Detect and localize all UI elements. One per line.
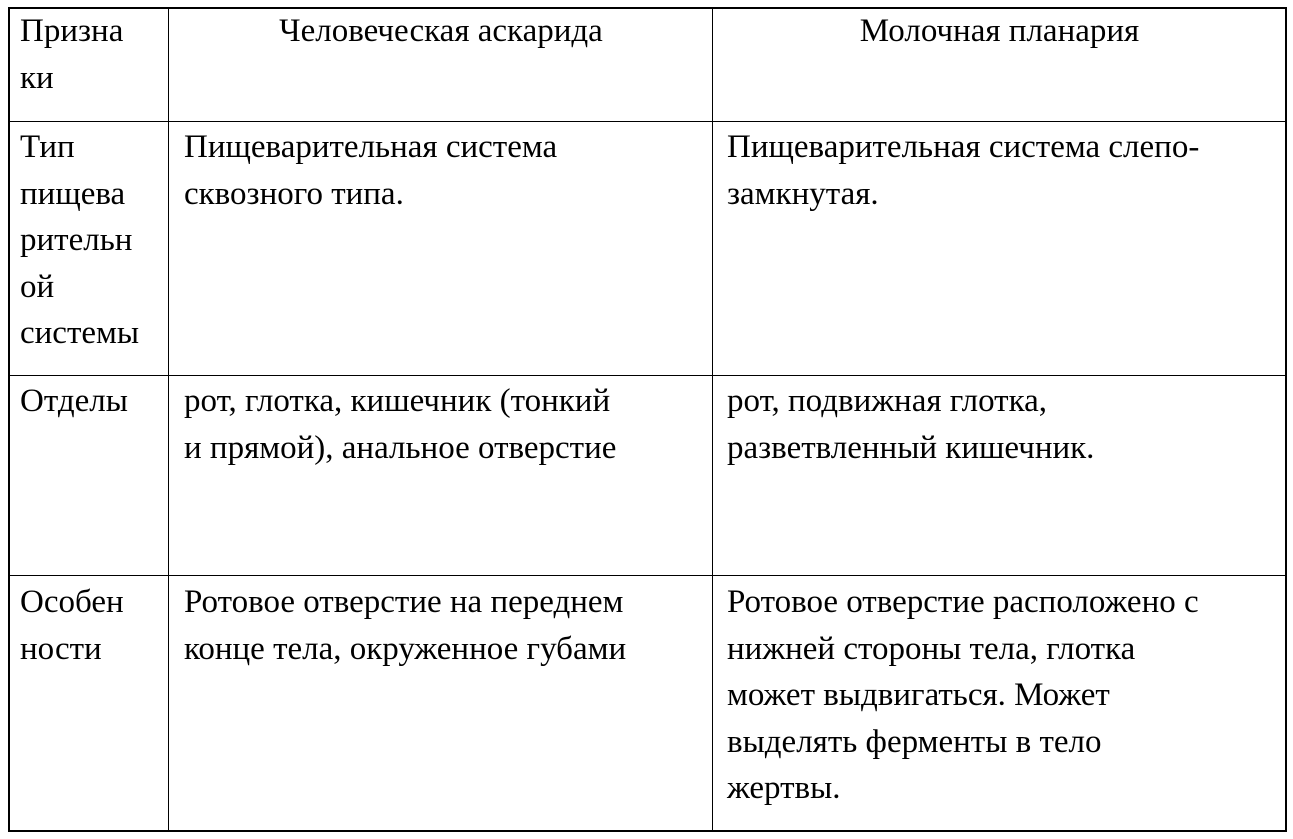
row-digestive-type-planaria <box>727 124 1285 217</box>
row-features-planaria <box>727 579 1285 812</box>
row-features-feature <box>20 579 166 672</box>
header-ascaris-title: Человеческая аскарида <box>279 13 603 49</box>
cell-line: замкнутая. <box>727 175 879 212</box>
row-features-ascaris <box>184 579 712 672</box>
table-border-bottom <box>8 830 1287 832</box>
cell-line: рот, глотка, кишечник (тонкий <box>184 383 611 419</box>
row-sections-ascaris <box>184 378 712 471</box>
header-ascaris-cell <box>170 8 712 55</box>
feature-line: Отделы <box>20 383 128 419</box>
feature-line: ой <box>20 268 55 305</box>
row-divider <box>8 375 1287 376</box>
row-divider <box>8 121 1287 122</box>
feature-line: рительн <box>20 222 133 258</box>
feature-line: системы <box>20 315 140 351</box>
header-feature-line: ки <box>20 59 54 96</box>
cell-line: жертвы. <box>727 770 841 806</box>
header-planaria-cell <box>714 8 1285 55</box>
header-planaria-title: Молочная планария <box>859 13 1140 49</box>
feature-line: Тип <box>20 129 75 165</box>
cell-line: сквозного типа. <box>184 175 404 212</box>
row-digestive-type-ascaris <box>184 124 712 217</box>
cell-line: и прямой), анальное отверстие <box>184 429 617 466</box>
cell-line: конце тела, окруженное губами <box>184 630 627 667</box>
cell-line: может выдвигаться. Может <box>727 677 1110 713</box>
table-border-left <box>8 7 10 832</box>
row-sections-feature <box>20 378 166 425</box>
row-divider <box>8 575 1287 576</box>
header-feature-line: Призна <box>20 13 124 49</box>
row-sections-planaria <box>727 378 1285 471</box>
cell-line: разветвленный кишечник. <box>727 429 1095 466</box>
cell-line: выделять ферменты в тело <box>727 723 1102 760</box>
header-feature-cell <box>20 8 166 101</box>
column-divider <box>168 7 169 832</box>
row-digestive-type-feature <box>20 124 166 357</box>
cell-line: Пищеварительная система <box>184 129 558 165</box>
cell-line: Пищеварительная система слепо- <box>727 129 1200 165</box>
cell-line: нижней стороны тела, глотка <box>727 630 1136 667</box>
cell-line: рот, подвижная глотка, <box>727 383 1048 419</box>
cell-line: Ротовое отверстие расположено с <box>727 584 1199 620</box>
cell-line: Ротовое отверстие на переднем <box>184 584 624 620</box>
feature-line: ности <box>20 630 102 667</box>
feature-line: Особен <box>20 584 124 620</box>
table-border-right <box>1285 7 1287 832</box>
column-divider <box>712 7 713 832</box>
feature-line: пищева <box>20 175 126 212</box>
